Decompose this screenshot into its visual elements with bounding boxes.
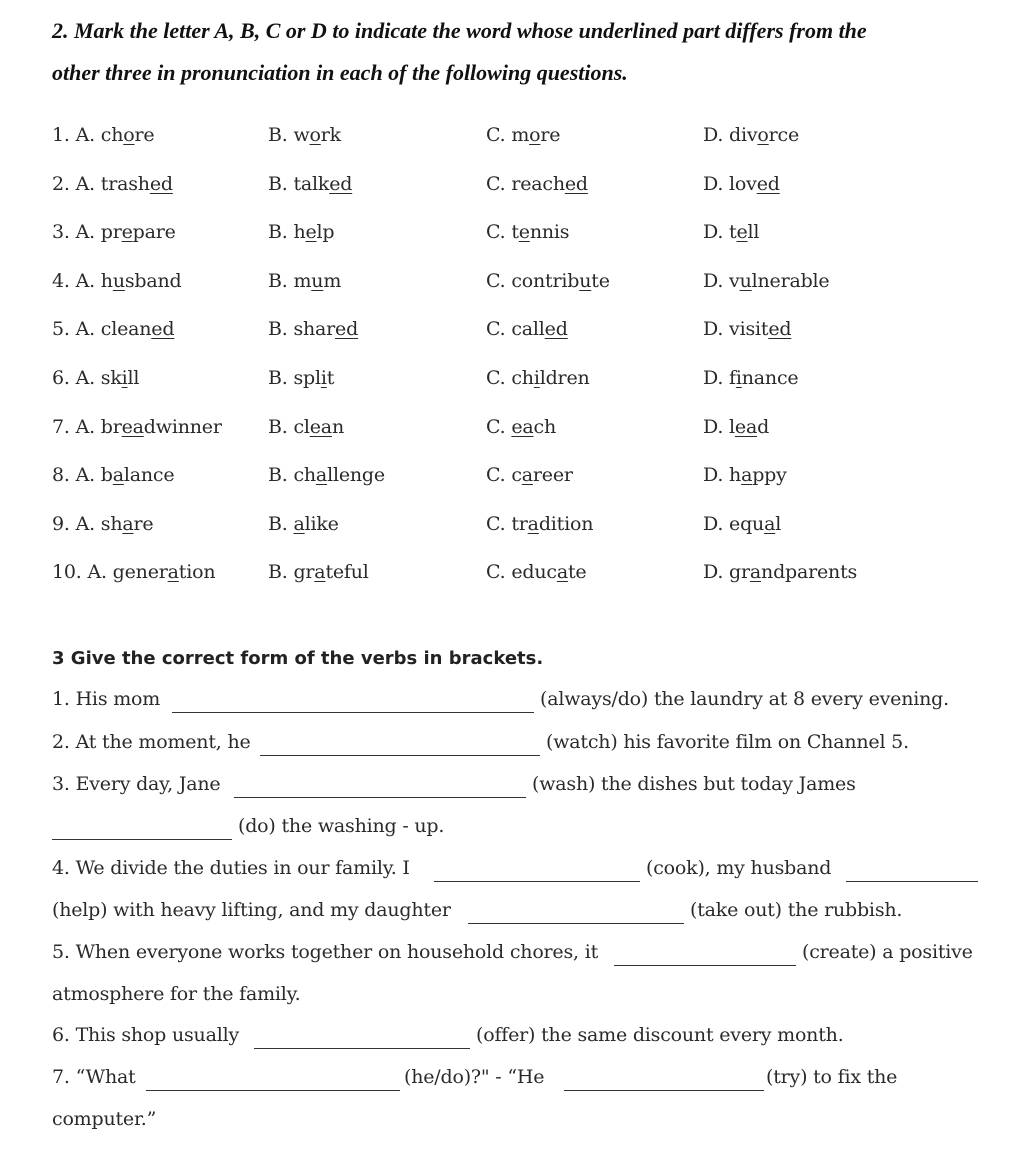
q7-text-mid: (he/do)?" - “He <box>404 1066 545 1088</box>
q10-option-c[interactable] <box>486 561 586 583</box>
underlined-part: ea <box>121 415 144 438</box>
q4-text-before: 4. We divide the duties in our family. I <box>52 857 410 879</box>
underlined-part: e <box>736 221 748 244</box>
underlined-part: ed <box>149 172 173 195</box>
q9-option-a[interactable] <box>52 513 153 535</box>
underlined-part: ea <box>734 415 758 438</box>
option-text: m <box>323 269 342 292</box>
option-text: C. call <box>486 318 545 341</box>
q7-text-after: (try) to fix the <box>766 1066 898 1088</box>
underlined-part: o <box>123 124 135 146</box>
option-text: B. gr <box>268 561 315 584</box>
option-text: lance <box>123 464 175 487</box>
underlined-part: a <box>556 561 568 584</box>
option-text: rce <box>768 124 800 146</box>
underlined-part: u <box>112 269 125 292</box>
q4-line2-after: (take out) the rubbish. <box>690 899 903 921</box>
option-text: 9. A. sh <box>52 512 123 535</box>
underlined-part: e <box>305 221 317 244</box>
q3-answer-blank-1[interactable] <box>234 797 526 798</box>
option-text: llenge <box>327 464 385 487</box>
underlined-part: a <box>521 464 533 487</box>
underlined-part: a <box>112 464 124 487</box>
option-text: re <box>134 124 155 146</box>
q4-option-d[interactable] <box>703 270 829 292</box>
underlined-part: e <box>518 221 530 244</box>
option-text: B. <box>268 512 294 535</box>
option-text: n <box>331 415 344 438</box>
q2-text-before: 2. At the moment, he <box>52 731 251 753</box>
option-text: D. visit <box>703 318 769 341</box>
q2-option-c[interactable] <box>486 173 588 195</box>
option-text: C. t <box>486 221 519 244</box>
q4-option-c[interactable] <box>486 270 610 292</box>
q2-answer-blank[interactable] <box>260 755 540 756</box>
q5-option-a[interactable] <box>52 318 174 340</box>
option-text: te <box>567 561 587 584</box>
q1-text-after: (always/do) the laundry at 8 every evening. <box>540 688 949 710</box>
option-text: B. shar <box>268 318 336 341</box>
underlined-part: ea <box>309 415 332 438</box>
q6-text-after: (offer) the same discount every month. <box>476 1024 844 1046</box>
option-text: pare <box>132 221 176 244</box>
underlined-part: a <box>167 561 179 584</box>
option-text: 3. A. pr <box>52 221 122 244</box>
option-text: C. c <box>486 464 522 487</box>
option-text: B. h <box>268 221 306 244</box>
option-text: 10. A. gener <box>52 561 168 584</box>
option-text: B. w <box>268 124 310 146</box>
option-text: D. f <box>703 367 736 389</box>
q7-option-d[interactable] <box>703 416 769 438</box>
q10-option-a[interactable] <box>52 561 215 583</box>
q9-option-b[interactable] <box>268 513 339 535</box>
q1-text-before: 1. His mom <box>52 688 161 710</box>
option-text: 2. A. trash <box>52 172 150 195</box>
option-text: nnis <box>529 221 570 244</box>
option-text: D. v <box>703 269 740 292</box>
q7-answer-blank-2[interactable] <box>564 1090 764 1091</box>
underlined-part: ed <box>335 318 359 341</box>
underlined-part: ed <box>768 318 792 341</box>
q3-option-c[interactable] <box>486 221 569 243</box>
underlined-part: ed <box>151 318 175 341</box>
underlined-part: ed <box>756 172 780 195</box>
q7-option-c[interactable] <box>486 416 556 438</box>
underlined-part: u <box>739 269 752 292</box>
q9-option-d[interactable] <box>703 513 781 535</box>
q6-answer-blank[interactable] <box>254 1048 470 1049</box>
q3-text-after: (wash) the dishes but today James <box>532 773 856 795</box>
q1-option-a[interactable] <box>52 124 154 146</box>
q1-answer-blank[interactable] <box>172 712 534 713</box>
option-text: ndparents <box>761 561 858 584</box>
option-text: tion <box>178 561 216 584</box>
option-text: B. talk <box>268 172 330 195</box>
underlined-part: a <box>749 561 762 584</box>
option-text: B. ch <box>268 464 316 487</box>
q4-answer-blank-2[interactable] <box>846 881 978 882</box>
q7-answer-blank-1[interactable] <box>146 1090 400 1091</box>
option-text: ch <box>533 415 556 438</box>
q4-line2-text: (help) with heavy lifting, and my daughter <box>52 899 451 921</box>
underlined-part: o <box>757 124 769 146</box>
underlined-part: a <box>764 512 776 535</box>
underlined-part: a <box>315 464 328 487</box>
underlined-part: a <box>527 512 539 535</box>
underlined-part: i <box>735 367 742 389</box>
option-text: re <box>133 512 154 535</box>
q9-option-c[interactable] <box>486 513 593 535</box>
q3-line2-text: (do) the washing - up. <box>238 815 445 837</box>
q3-option-d[interactable] <box>703 221 759 243</box>
underlined-part: a <box>741 464 753 487</box>
option-text: te <box>591 269 610 292</box>
option-text: lp <box>316 221 335 244</box>
option-text: C. m <box>486 124 530 146</box>
option-text: lnerable <box>751 269 830 292</box>
option-text: D. equ <box>703 512 765 535</box>
option-text: dwinner <box>143 415 222 438</box>
q6-option-d[interactable] <box>703 367 798 389</box>
option-text: sband <box>124 269 182 292</box>
option-text: nance <box>741 367 799 389</box>
q1-option-d[interactable] <box>703 124 799 146</box>
q8-option-c[interactable] <box>486 464 573 486</box>
section2-title-line1: 2. Mark the letter A, B, C or D to indicate the word whose underlined part differs from the <box>52 18 867 43</box>
q3-text-before: 3. Every day, Jane <box>52 773 221 795</box>
q10-option-b[interactable] <box>268 561 369 583</box>
option-text: B. cl <box>268 415 310 438</box>
option-text: teful <box>325 561 369 584</box>
q7-text-before: 7. “What <box>52 1066 136 1088</box>
underlined-part: o <box>529 124 541 146</box>
q4-text-mid: (cook), my husband <box>646 857 832 879</box>
option-text: ll <box>127 367 140 389</box>
option-text: like <box>304 512 339 535</box>
underlined-part: a <box>122 512 134 535</box>
underlined-part: ed <box>564 172 588 195</box>
underlined-part: e <box>121 221 133 244</box>
option-text: C. ch <box>486 367 534 389</box>
option-text: D. lov <box>703 172 757 195</box>
option-text: D. h <box>703 464 742 487</box>
q5-answer-blank[interactable] <box>614 965 796 966</box>
q7-option-a[interactable] <box>52 416 222 438</box>
option-text: 4. A. h <box>52 269 113 292</box>
option-text: ppy <box>752 464 787 487</box>
option-text: 5. A. clean <box>52 318 152 341</box>
underlined-part: a <box>314 561 326 584</box>
q2-option-b[interactable] <box>268 173 352 195</box>
q6-option-b[interactable] <box>268 367 334 389</box>
q3-answer-blank-2[interactable] <box>52 839 232 840</box>
q5-line2-text: atmosphere for the family. <box>52 983 301 1005</box>
option-text: ldren <box>539 367 590 389</box>
underlined-part: u <box>579 269 592 292</box>
underlined-part: o <box>309 124 321 146</box>
underlined-part: a <box>293 512 305 535</box>
q5-text-after: (create) a positive <box>802 941 973 963</box>
option-text: re <box>540 124 561 146</box>
q6-text-before: 6. This shop usually <box>52 1024 240 1046</box>
q1-option-c[interactable] <box>486 124 560 146</box>
section2-title-line2: other three in pronunciation in each of the following questions. <box>52 60 628 85</box>
option-text: C. contrib <box>486 269 580 292</box>
option-text: C. reach <box>486 172 565 195</box>
q4-answer-blank-1[interactable] <box>434 881 640 882</box>
q2-text-after: (watch) his favorite film on Channel 5. <box>546 731 909 753</box>
q8-option-b[interactable] <box>268 464 385 486</box>
option-text: D. div <box>703 124 758 146</box>
q5-option-b[interactable] <box>268 318 358 340</box>
underlined-part: i <box>533 367 540 389</box>
option-text: C. educ <box>486 561 557 584</box>
option-text: dition <box>538 512 594 535</box>
option-text: l <box>775 512 782 535</box>
underlined-part: i <box>320 367 327 389</box>
q7-line2-text: computer.” <box>52 1108 157 1130</box>
q8-option-d[interactable] <box>703 464 787 486</box>
q7-option-b[interactable] <box>268 416 344 438</box>
q10-option-d[interactable] <box>703 561 857 583</box>
section3-title: 3 Give the correct form of the verbs in brackets. <box>52 648 544 669</box>
underlined-part: ea <box>511 415 534 438</box>
option-text: C. tr <box>486 512 528 535</box>
q4-option-b[interactable] <box>268 270 341 292</box>
q5-option-c[interactable] <box>486 318 568 340</box>
underlined-part: ed <box>329 172 353 195</box>
option-text: 7. A. br <box>52 415 122 438</box>
q5-option-d[interactable] <box>703 318 791 340</box>
option-text: D. gr <box>703 561 750 584</box>
q6-option-a[interactable] <box>52 367 139 389</box>
option-text: t <box>326 367 335 389</box>
q3-option-a[interactable] <box>52 221 176 243</box>
option-text: ll <box>747 221 760 244</box>
option-text: reer <box>532 464 573 487</box>
q4-answer-blank-3[interactable] <box>468 923 684 924</box>
q2-option-a[interactable] <box>52 173 173 195</box>
underlined-part: u <box>311 269 324 292</box>
q8-option-a[interactable] <box>52 464 174 486</box>
option-text: B. spl <box>268 367 321 389</box>
option-text: 8. A. b <box>52 464 113 487</box>
option-text: D. l <box>703 415 735 438</box>
q1-option-b[interactable] <box>268 124 341 146</box>
option-text: rk <box>320 124 341 146</box>
option-text: C. <box>486 415 512 438</box>
option-text: 6. A. sk <box>52 367 122 389</box>
option-text: D. t <box>703 221 737 244</box>
q4-option-a[interactable] <box>52 270 182 292</box>
underlined-part: i <box>121 367 128 389</box>
option-text: d <box>757 415 770 438</box>
q2-option-d[interactable] <box>703 173 780 195</box>
q6-option-c[interactable] <box>486 367 590 389</box>
option-text: B. m <box>268 269 312 292</box>
option-text: 1. A. ch <box>52 124 124 146</box>
q3-option-b[interactable] <box>268 221 334 243</box>
underlined-part: ed <box>544 318 568 341</box>
q5-text-before: 5. When everyone works together on household chores, it <box>52 941 599 963</box>
